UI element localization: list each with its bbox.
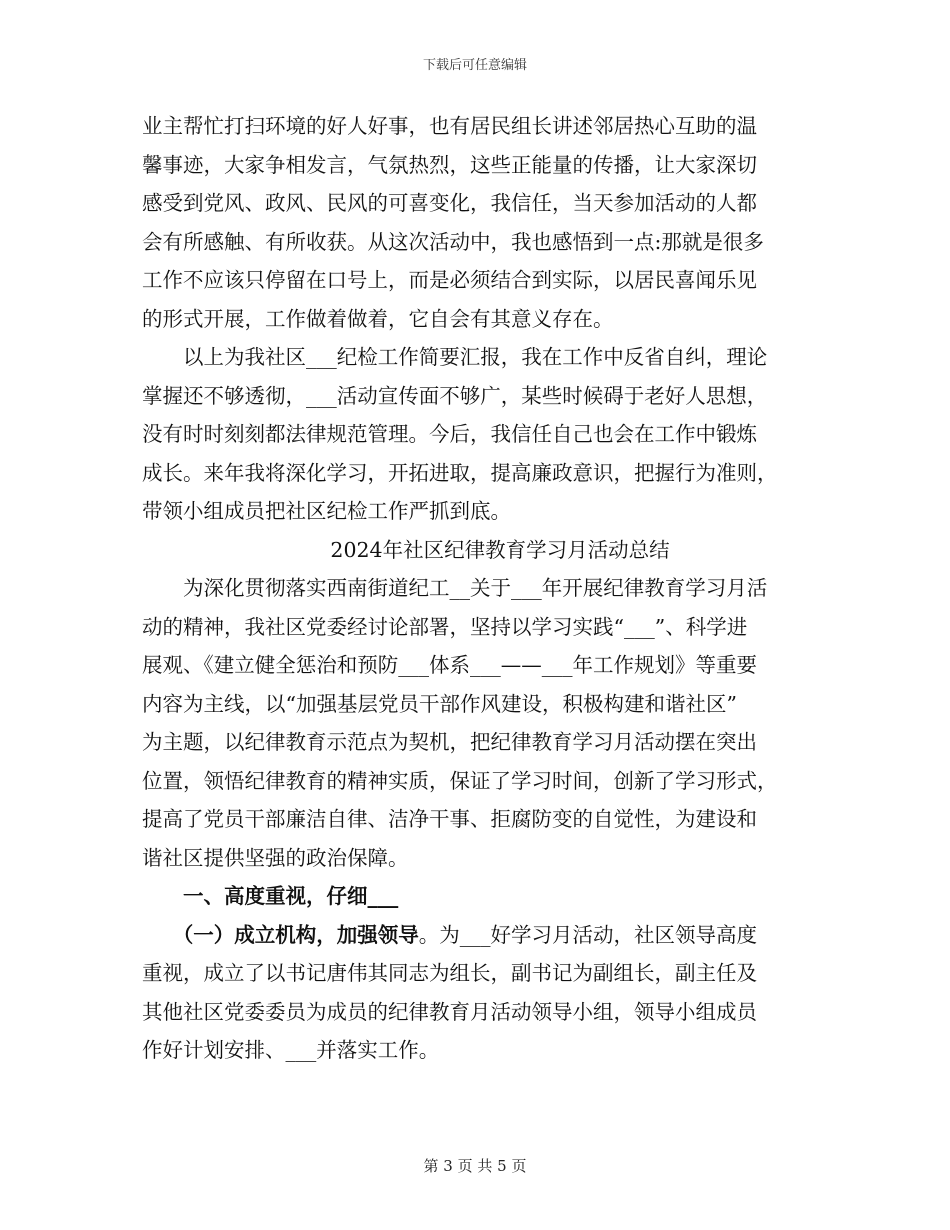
paragraph-line: 谐社区提供坚强的政治保障。 [142,845,409,870]
document-body [142,107,822,1070]
paragraph-line: 为深化贯彻落实西南街道纪工__关于___年开展纪律教育学习月活 [142,576,768,600]
paragraph-line: 的形式开展，工作做着做着，它自会有其意义存在。 [142,306,614,331]
paragraph-line: 为主题，以纪律教育示范点为契机，把纪律教育学习月活动摆在突出 [142,730,757,754]
page-footer: 第 3 页 共 5 页 [423,1157,527,1175]
document-title: 2024年社区纪律教育学习月活动总结 [330,537,670,562]
paragraph-line: 位置，领悟纪律教育的精神实质，保证了学习时间，创新了学习形式， [142,768,778,793]
subsection-heading: （一）成立机构，加强领导 [142,922,419,947]
paragraph-line [142,916,822,955]
paragraph-line: 提高了党员干部廉洁自律、洁净干事、拒腐防变的自觉性，为建设和 [142,807,757,831]
paragraph-line: 感受到党风、政风、民风的可喜变化，我信任，当天参加活动的人都 [142,191,757,215]
paragraph-line: 会有所感触、有所收获。从这次活动中，我也感悟到一点:那就是很多 [142,229,764,254]
paragraph-line: 作好计划安排、___并落实工作。 [142,1038,440,1062]
paragraph-line: 业主帮忙打扫环境的好人好事，也有居民组长讲述邻居热心互助的温 [142,114,757,138]
paragraph-text: 。为___好学习月活动，社区领导高度 [418,922,757,947]
paragraph-line: 成长。来年我将深化学习，开拓进取，提高廉政意识，把握行为准则， [142,460,778,485]
page-header: 下载后可任意编辑 [422,58,527,73]
paragraph-line: 带领小组成员把社区纪检工作严抓到底。 [142,499,511,523]
paragraph-line: 内容为主线，以“加强基层党员干部作风建设，积极构建和谐社区” [142,691,737,716]
section-heading: 一、高度重视，仔细___ [142,884,399,908]
paragraph-line: 以上为我社区___纪检工作简要汇报，我在工作中反省自纠，理论 [142,345,768,369]
paragraph-line: 其他社区党委委员为成员的纪律教育月活动领导小组，领导小组成员 [142,999,757,1024]
paragraph-line: 掌握还不够透彻，___活动宣传面不够广，某些时候碍于老好人思想， [142,383,768,408]
paragraph-line: 动的精神，我社区党委经讨论部署，坚持以学习实践“___”、科学进 [142,614,748,639]
paragraph-line: 馨事迹，大家争相发言，气氛热烈，这些正能量的传播，让大家深切 [142,152,757,177]
paragraph-line: 工作不应该只停留在口号上，而是必须结合到实际，以居民喜闻乐见 [142,268,757,292]
paragraph-line: 重视，成立了以书记唐伟其同志为组长，副书记为副组长，副主任及 [142,961,757,985]
paragraph-line: 展观、《建立健全惩治和预防___体系___——___年工作规划》等重要 [142,653,757,677]
paragraph-line: 没有时时刻刻都法律规范管理。今后，我信任自己也会在工作中锻炼 [142,422,757,446]
